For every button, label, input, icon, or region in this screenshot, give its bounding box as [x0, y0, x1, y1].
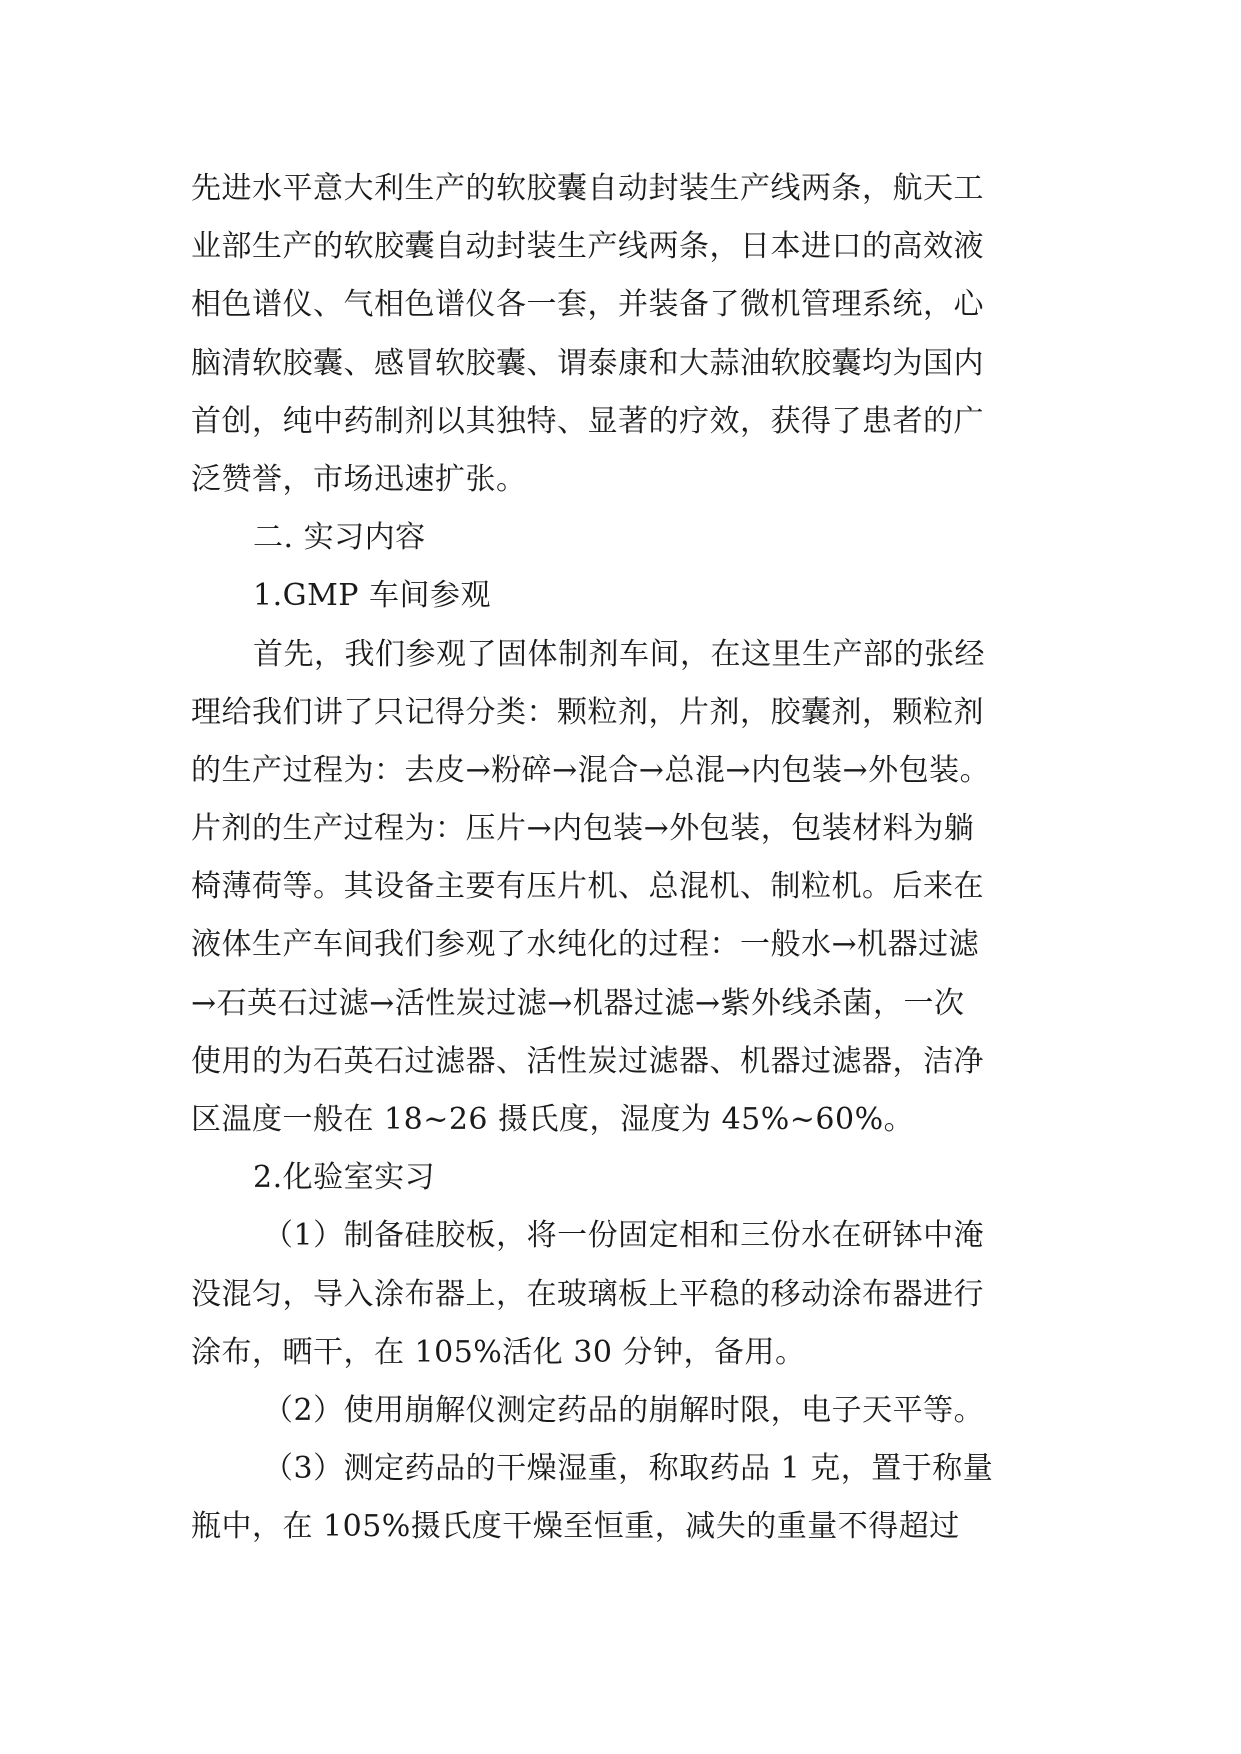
subsection-heading: 1.GMP 车间参观 — [253, 578, 492, 614]
paragraph-line: 首先，我们参观了固体制剂车间，在这里生产部的张经 — [253, 636, 985, 672]
paragraph-line: 首创，纯中药制剂以其独特、显著的疗效，获得了患者的广 — [191, 403, 984, 439]
paragraph-line: 相色谱仪、气相色谱仪各一套，并装备了微机管理系统，心 — [191, 287, 984, 323]
paragraph-line: →石英石过滤→活性炭过滤→机器过滤→紫外线杀菌，一次 — [191, 985, 965, 1021]
paragraph-line: 泛赞誉，市场迅速扩张。 — [191, 461, 527, 497]
list-item: （3）测定药品的干燥湿重，称取药品 1 克，置于称量 — [263, 1451, 994, 1487]
paragraph-line: 的生产过程为：去皮→粉碎→混合→总混→内包装→外包装。 — [191, 752, 991, 788]
section-heading: 二. 实习内容 — [253, 520, 426, 556]
list-item: （1）制备硅胶板，将一份固定相和三份水在研钵中淹 — [263, 1218, 985, 1254]
paragraph-line: 椅薄荷等。其设备主要有压片机、总混机、制粒机。后来在 — [191, 869, 984, 905]
paragraph-line: 没混匀，导入涂布器上，在玻璃板上平稳的移动涂布器进行 — [191, 1276, 984, 1312]
paragraph-line: 脑清软胶囊、感冒软胶囊、谓泰康和大蒜油软胶囊均为国内 — [191, 345, 984, 381]
paragraph-line: 片剂的生产过程为：压片→内包装→外包装，包装材料为躺 — [191, 811, 975, 847]
list-item: （2）使用崩解仪测定药品的崩解时限，电子天平等。 — [263, 1392, 985, 1428]
paragraph-line: 先进水平意大利生产的软胶囊自动封装生产线两条，航天工 — [191, 171, 984, 206]
paragraph-line: 涂布，晒干，在 105%活化 30 分钟，备用。 — [191, 1334, 806, 1370]
paragraph-line: 业部生产的软胶囊自动封装生产线两条，日本进口的高效液 — [191, 229, 984, 265]
paragraph-line: 理给我们讲了只记得分类：颗粒剂，片剂，胶囊剂，颗粒剂 — [191, 694, 984, 730]
paragraph-line: 区温度一般在 18~26 摄氏度，湿度为 45%~60%。 — [191, 1102, 915, 1137]
paragraph-line: 使用的为石英石过滤器、活性炭过滤器、机器过滤器，洁净 — [191, 1043, 984, 1079]
paragraph-line: 瓶中，在 105%摄氏度干燥至恒重，减失的重量不得超过 — [191, 1509, 960, 1545]
paragraph-line: 液体生产车间我们参观了水纯化的过程：一般水→机器过滤 — [191, 927, 980, 963]
subsection-heading: 2.化验室实习 — [253, 1160, 436, 1196]
document-body — [191, 160, 1051, 1557]
